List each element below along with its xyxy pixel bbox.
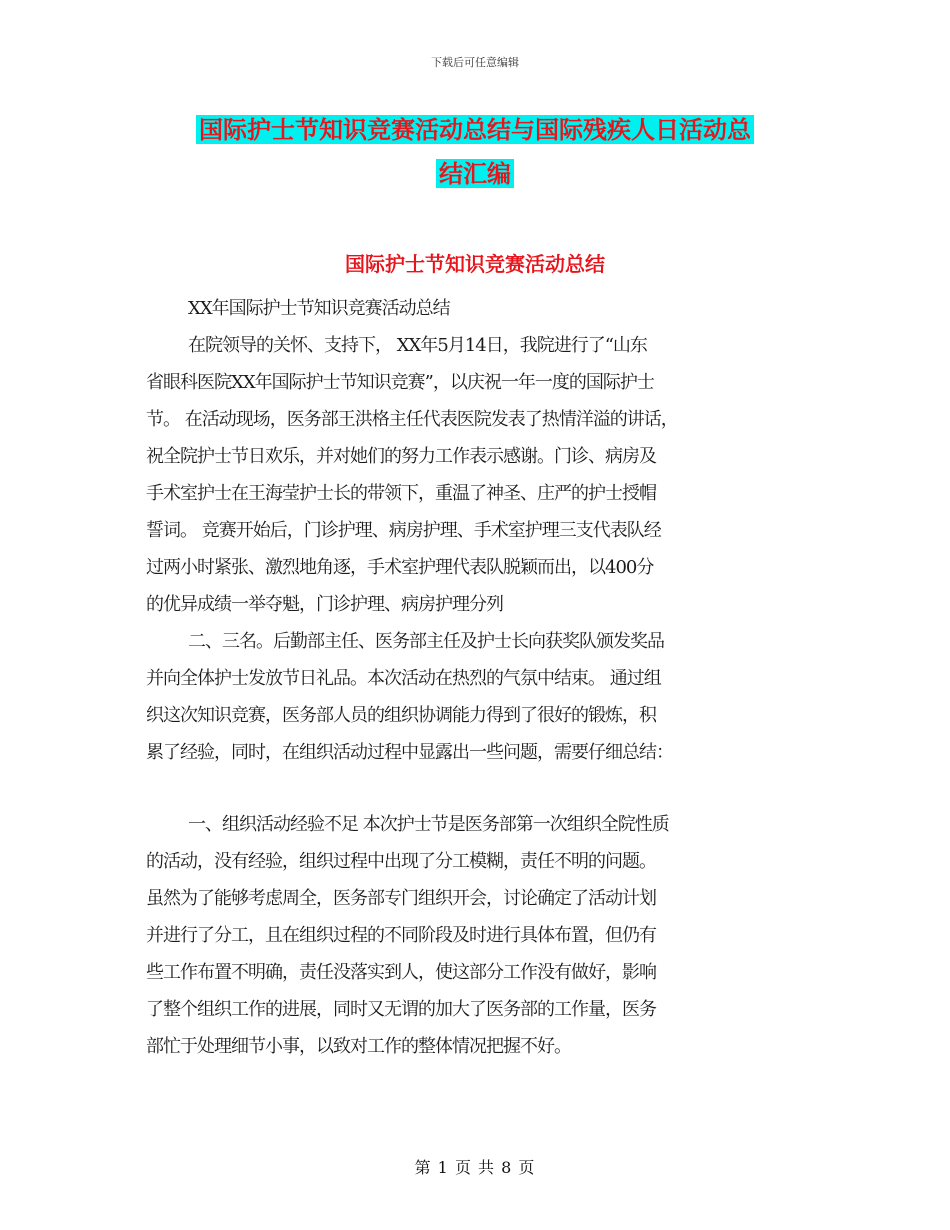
paragraph-line: 誓词。 竞赛开始后，门诊护理、病房护理、手术室护理三支代表队经 [146, 520, 661, 541]
paragraph-line: 些工作布置不明确，责任没落实到人，使这部分工作没有做好，影响 [146, 962, 656, 983]
section-title: 国际护士节知识竞赛活动总结 [345, 252, 605, 276]
paragraph-line: 织这次知识竞赛，医务部人员的组织协调能力得到了很好的锻炼，积 [146, 705, 656, 726]
title-highlight-1: 国际护士节知识竞赛活动总结与国际残疾人日活动总 [196, 115, 754, 144]
paragraph-line: 并进行了分工，且在组织过程的不同阶段及时进行具体布置，但仍有 [146, 925, 656, 946]
paragraph-line: 的活动，没有经验，组织过程中出现了分工模糊，责任不明的问题。 [146, 851, 656, 872]
paragraph-line: 过两小时紧张、激烈地角逐，手术室护理代表队脱颖而出，以400分 [146, 557, 654, 578]
paragraph-line: 累了经验，同时，在组织活动过程中显露出一些问题，需要仔细总结： [146, 742, 673, 763]
paragraph-line: 部忙于处理细节小事，以致对工作的整体情况把握不好。 [146, 1036, 571, 1057]
paragraph-line: 在院领导的关怀、支持下， XX年5月14日，我院进行了“山东 [188, 335, 647, 356]
paragraph-line: 祝全院护士节日欢乐，并对她们的努力工作表示感谢。门诊、病房及 [146, 446, 656, 467]
paragraph-line: 二、三名。后勤部主任、医务部主任及护士长向获奖队颁发奖品 [188, 631, 664, 652]
document-title-line-1 [0, 114, 950, 146]
paragraph-line: 了整个组织工作的进展，同时又无谓的加大了医务部的工作量，医务 [146, 999, 656, 1020]
header-note: 下载后可任意编辑 [431, 56, 519, 69]
paragraph-line: 并向全体护士发放节日礼品。本次活动在热烈的气氛中结束。 通过组 [146, 668, 661, 689]
paragraph-line: 省眼科医院XX年国际护士节知识竞赛”，以庆祝一年一度的国际护士 [146, 372, 654, 393]
paragraph-line: XX年国际护士节知识竞赛活动总结 [188, 298, 450, 319]
page-footer: 第 1 页 共 8 页 [414, 1158, 536, 1177]
paragraph-line: 节。 在活动现场，医务部王洪格主任代表医院发表了热情洋溢的讲话， [146, 409, 678, 430]
paragraph-line: 手术室护士在王海莹护士长的带领下，重温了神圣、庄严的护士授帽 [146, 483, 656, 504]
title-highlight-2: 结汇编 [436, 159, 514, 188]
paragraph-line: 一、组织活动经验不足 本次护士节是医务部第一次组织全院性质 [188, 814, 669, 835]
paragraph-line: 的优异成绩一举夺魁，门诊护理、病房护理分列 [146, 594, 503, 615]
document-title-line-2 [0, 158, 950, 190]
paragraph-line: 虽然为了能够考虑周全，医务部专门组织开会，讨论确定了活动计划 [146, 888, 656, 909]
